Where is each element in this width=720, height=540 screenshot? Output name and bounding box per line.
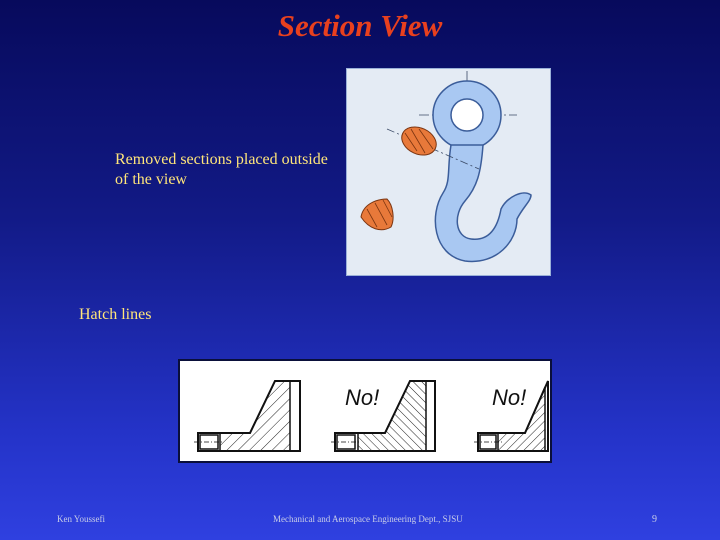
footer-page-number: 9: [652, 514, 657, 525]
removed-section-lower: [361, 199, 393, 230]
removed-sections-caption: Removed sections placed outside of the view: [115, 151, 328, 188]
no-label-2: No!: [492, 385, 527, 410]
hatch-example-wrong-perpendicular: [474, 381, 548, 451]
footer-author: Ken Youssefi: [57, 514, 106, 524]
hatch-drawing: [180, 361, 550, 461]
removed-section-upper: [397, 122, 441, 161]
no-label-1: No!: [345, 385, 380, 410]
hook-figure: [346, 68, 551, 276]
hatch-example-correct: [194, 381, 300, 451]
hatch-lines-caption: Hatch lines: [79, 306, 152, 323]
footer-department: Mechanical and Aerospace Engineering Dept., SJSU: [273, 514, 463, 524]
hatch-lines-figure: [178, 359, 552, 463]
slide-title: Section View: [277, 8, 443, 43]
hatch-example-wrong-parallel: [331, 381, 435, 451]
hook-eye-hole: [451, 99, 483, 131]
hook-drawing: [347, 69, 550, 275]
hook-body: [435, 145, 531, 261]
